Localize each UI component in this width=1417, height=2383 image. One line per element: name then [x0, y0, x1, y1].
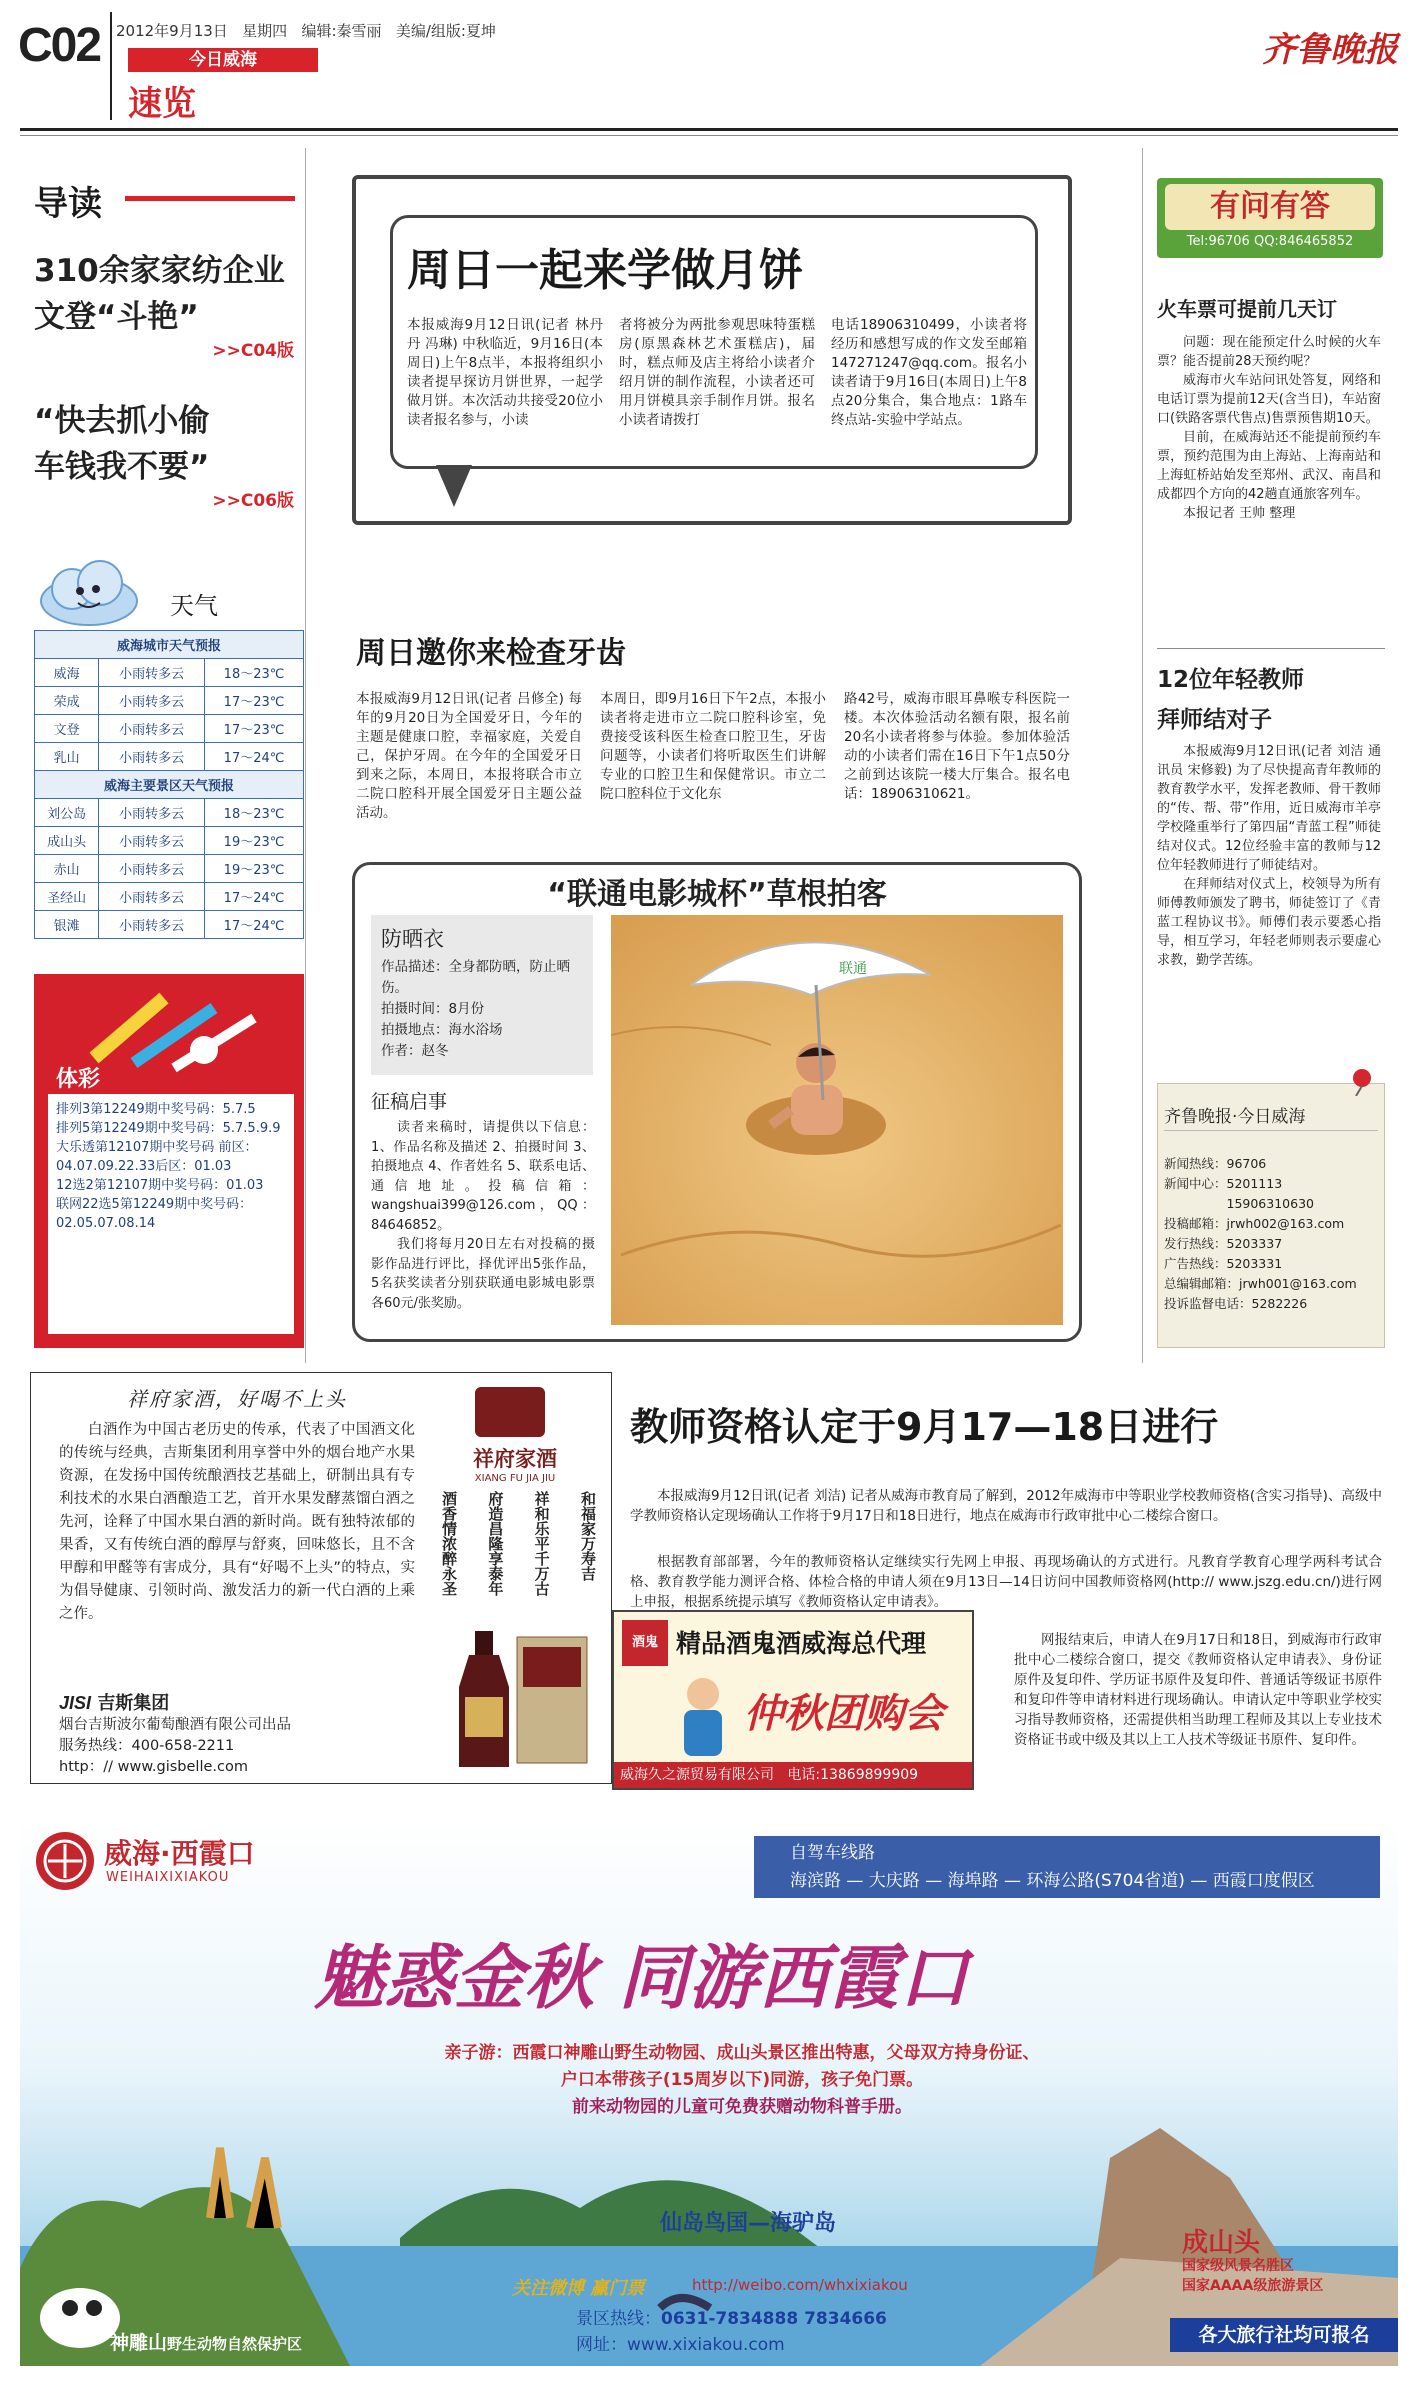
photo-contest-title: “联通电影城杯”草根拍客	[547, 877, 887, 912]
editor-credit: 编辑:秦雪丽	[301, 22, 382, 40]
right-scenic-name: 成山头	[1182, 2228, 1261, 2258]
liquor-banner: 精品酒鬼酒威海总代理	[676, 1629, 927, 1658]
wine-company: 烟台吉斯波尔葡萄酿酒有限公司出品	[59, 1717, 291, 1733]
scenic-forecast-header: 威海主要景区天气预报	[35, 771, 304, 799]
qa-content	[1157, 333, 1381, 523]
notice-p1: 读者来稿时，请提供以下信息：1、作品名称及描述 2、拍摄时间 3、拍摄地点 4、作者姓名 5、联系电话、通信地址。投稿信箱：wangshuai399@126.com，QQ：84646852。	[371, 1120, 595, 1233]
table-row: 威海 小雨转多云 18～23℃	[35, 659, 304, 687]
contact-line: 投稿邮箱：jrwh002@163.com	[1164, 1216, 1345, 1231]
wine-body: 白酒作为中国古老历史的传承，代表了中国酒文化的传统与经典，吉斯集团利用享誉中外的烟台地产水果资源，在发扬中国传统酿酒技艺基础上，研制出具有专利技术的水果白酒酿造工艺，首开水果发酵蒸馏白酒之先河，诠释了中国水果白酒的新时尚。既有独特浓郁的果香，又有传统白酒的醇厚与舒爽，回味悠长，且不含甲醇和甲醛等有害成分，具有“好喝不上头”的特点，实为倡导健康、引领时尚、激发活力的新一代白酒的上乘之作。	[59, 1422, 415, 1622]
wine-advert	[30, 1372, 612, 1784]
photo-time: 拍摄时间：8月份	[381, 1001, 485, 1017]
liquor-footer	[614, 1762, 972, 1788]
cert-p1: 本报威海9月12日讯(记者 刘洁) 记者从威海市教育局了解到，2012年威海市中等职业学校教师资格(含实习指导)、高级中学教师资格认定现场确认工作将于9月17日和18日进行，地点在威海市行政审批中心二楼综合窗口。	[630, 1488, 1382, 1524]
qa-reporter: 本报记者 王帅 整理	[1183, 506, 1296, 521]
right-scenic-desc	[1182, 2256, 1323, 2296]
card-rule	[1164, 1130, 1378, 1131]
photo-author: 作者：赵冬	[381, 1043, 449, 1059]
tour-brand	[30, 1828, 340, 1898]
qa-answer-1: 威海市火车站问讯处答复，网络和电话订票为提前12天(含当日)，车站窗口(铁路客票代售点)售票预售期10天。	[1157, 373, 1381, 426]
lottery-line: 排列5第12249期中奖号码：5.7.5.9.9	[56, 1121, 281, 1136]
lottery-line: 联网22选5第12249期中奖号码：02.05.07.08.14	[56, 1197, 253, 1231]
wine-product-name: 祥府家酒	[473, 1446, 557, 1471]
wine-hotline: 服务热线：400-658-2211	[59, 1738, 235, 1754]
verse-line: 酒香情浓醉永圣	[440, 1491, 458, 1596]
wine-brand: 吉斯集团	[97, 1693, 170, 1714]
page-number: C02	[18, 19, 101, 72]
photo-work-title: 防晒衣	[381, 927, 444, 951]
mooncake-bubble	[390, 215, 1038, 469]
qa-badge	[1157, 178, 1383, 258]
route-box	[754, 1836, 1380, 1898]
xixiakou-logo-icon	[36, 1832, 94, 1890]
lottery-line: 大乐透第12107期中奖号码 前区：04.07.09.22.33后区：01.03	[56, 1140, 258, 1174]
teacher-headline	[1157, 660, 1304, 740]
guide-item-ref: >>C06版	[212, 491, 294, 511]
agency-signup: 各大旅行社均可报名	[1170, 2318, 1398, 2352]
cert-headline: 教师资格认定于9月17—18日进行	[630, 1405, 1219, 1449]
photo-contest-frame	[352, 862, 1082, 1342]
designer-credit: 美编/组版:夏坤	[395, 22, 496, 40]
teeth-col3: 路42号，威海市眼耳鼻喉专科医院一楼。本次体验活动名额有限，报名前20名小读者将参与体验。参加体验活动的小读者们需在16日下午1点50分之前到达该院一楼大厅集合。报名电话：18906310621。	[844, 691, 1070, 802]
left-park-name: 神雕山	[110, 2332, 168, 2354]
liquor-advert	[612, 1610, 974, 1790]
page-header	[0, 0, 1417, 135]
contact-line: 投诉监督电话：5282226	[1164, 1296, 1308, 1311]
contact-line: 发行热线：5203337	[1164, 1236, 1283, 1251]
liquor-big-text: 仲秋团购会	[744, 1691, 944, 1737]
header-divider	[110, 12, 112, 120]
cartoon-figure-icon	[668, 1672, 738, 1760]
notice-title: 征稿启事	[371, 1091, 448, 1113]
section-title: 速览	[128, 84, 196, 124]
teeth-headline: 周日邀你来检查牙齿	[356, 636, 626, 671]
column-divider	[1157, 648, 1385, 649]
tour-site[interactable]: 网址：www.xixiakou.com	[576, 2335, 785, 2355]
wine-brand-row	[59, 1689, 169, 1715]
wine-product-pinyin: XIANG FU JIA JIU	[474, 1473, 556, 1484]
tour-hotline-row	[576, 2304, 887, 2329]
table-row: 赤山 小雨转多云 19～23℃	[35, 855, 304, 883]
temple-logo-icon	[475, 1387, 545, 1437]
qa-answer-2: 目前，在威海站还不能提前预约车票，预约范围为由上海站、上海南站和上海虹桥站始发至郑州、武汉、南昌和成都四个方向的42趟直通旅客列车。	[1157, 430, 1381, 502]
teacher-p1: 本报威海9月12日讯(记者 刘洁 通讯员 宋修毅) 为了尽快提高青年教师的教育教学水平，发挥老教师、骨干教师的“传、帮、带”作用，近日威海市羊亭学校隆重举行了第四届“青蓝工程”师徒结对仪式。12位经验丰富的教师与12位年轻教师进行了师徒结对。	[1157, 744, 1381, 873]
issue-date: 2012年9月13日	[116, 22, 228, 40]
contact-line: 新闻中心：5201113	[1164, 1176, 1283, 1191]
guide-item-ref: >>C04版	[212, 341, 294, 361]
tour-brand-name: 威海·西霞口	[104, 1837, 255, 1870]
pushpin-icon	[1348, 1068, 1376, 1096]
verse-line: 和福家万寿吉	[578, 1491, 597, 1581]
liquor-company: 威海久之源贸易有限公司	[620, 1767, 774, 1783]
guide-item[interactable]	[34, 398, 304, 511]
scenic-level: 国家AAAA级旅游景区	[1182, 2278, 1324, 2294]
liquor-phone: 电话:13869899909	[787, 1767, 919, 1783]
contact-line: 广告热线：5203331	[1164, 1256, 1283, 1271]
cert-lower	[630, 1552, 1382, 1612]
scenic-level: 国家级风景名胜区	[1182, 2258, 1294, 2274]
table-row: 银滩 小雨转多云 17～24℃	[35, 911, 304, 939]
tour-promo	[282, 2040, 1202, 2121]
teacher-body	[1157, 742, 1381, 970]
mooncake-frame	[352, 175, 1072, 525]
header-rule	[20, 128, 1398, 131]
qa-question: 问题：现在能预定什么时候的火车票？能否提前28天预约呢？	[1157, 335, 1381, 369]
wine-verse	[439, 1491, 599, 1611]
photo-place: 拍摄地点：海水浴场	[381, 1022, 503, 1038]
table-row: 刘公岛 小雨转多云 18～23℃	[35, 799, 304, 827]
cert-p2: 根据教育部部署，今年的教师资格认定继续实行先网上申报、再现场确认的方式进行。凡教育学教育心理学两科考试合格、教育教学能力测评合格、体检合格的申请人须在9月13日—14日访问中国教师资格网(http:// www.jszg.edu.cn/)进行网上申报，根据系统提示填写《教师资格认定申请表》。	[630, 1554, 1382, 1610]
contact-line: 15906310630	[1226, 1196, 1314, 1211]
left-park-sub: 野生动物自然保护区	[167, 2335, 303, 2353]
lottery-results	[48, 1094, 294, 1334]
city-forecast-header: 威海城市天气预报	[35, 631, 304, 659]
table-row: 圣经山 小雨转多云 17～24℃	[35, 883, 304, 911]
contact-card-title: 齐鲁晚报·今日威海	[1164, 1107, 1306, 1127]
contact-lines	[1164, 1154, 1380, 1314]
photo-desc: 作品描述：全身都防晒，防止晒伤。	[381, 959, 570, 996]
qa-badge-title: 有问有答	[1165, 184, 1375, 230]
guide-item[interactable]	[34, 248, 304, 361]
table-row: 乳山 小雨转多云 17～24℃	[35, 743, 304, 771]
promo-line: 户口本带孩子(15周岁以下)同游，孩子免门票。	[560, 2070, 924, 2090]
route-text: 海滨路 — 大庆路 — 海埠路 — 环海公路(S704省道) — 西霞口度假区	[790, 1871, 1315, 1891]
guide-item-line: 310余家家纺企业	[34, 253, 285, 289]
left-park-label	[110, 2328, 302, 2355]
cert-col	[1014, 1630, 1382, 1750]
wine-bottle-icon	[447, 1627, 597, 1773]
call-for-submissions	[371, 1087, 595, 1313]
issue-weekday: 星期四	[242, 22, 288, 40]
guide-item-line: “快去抓小偷	[34, 403, 210, 439]
newspaper-logo: 齐鲁晚报	[1262, 30, 1398, 70]
table-row: 成山头 小雨转多云 19～23℃	[35, 827, 304, 855]
teacher-p2: 在拜师结对仪式上，校领导为所有师傅教师颁发了聘书，师徒签订了《青蓝工程协议书》。师傅们表示要悉心指导，相互学习，年轻老师则表示要虚心求教，勤学苦练。	[1157, 877, 1381, 968]
lottery-box	[34, 974, 304, 1348]
wine-company-info	[59, 1715, 291, 1778]
hotline-number: 0631-7834888 7834666	[661, 2309, 887, 2329]
jisi-logo: JISI	[59, 1693, 92, 1713]
cloud-icon	[34, 553, 144, 633]
teeth-col1: 本报威海9月12日讯(记者 吕修全) 每年的9月20日为全国爱牙日，今年的主题是健康口腔，幸福家庭，关爱自己，保护牙周。在今年的全国爱牙日到来之际，本周日，本报将联合市立二院口腔科开展全国爱牙日主题公益活动。	[356, 691, 582, 821]
guide-item-line: 车钱我不要”	[34, 449, 210, 485]
right-column	[1142, 148, 1399, 1363]
lottery-title: 体彩	[56, 1067, 101, 1092]
notice-p2: 我们将每月20日左右对投稿的摄影作品进行评比，择优评出5张作品，5名获奖读者分别获联通电影城电影票各60元/张奖励。	[371, 1237, 595, 1311]
qa-contact: Tel:96706 QQ:846465852	[1186, 234, 1354, 249]
guide-title-bar	[125, 196, 295, 201]
guide-item-line: 文登“斗艳”	[34, 299, 199, 335]
teacher-headline-line: 12位年轻教师	[1157, 667, 1305, 693]
island-label: 仙岛鸟国—海驴岛	[660, 2211, 837, 2236]
verse-line: 府造昌隆享泰年	[486, 1491, 505, 1596]
verse-line: 祥和乐平千万古	[532, 1491, 551, 1596]
table-row: 荣成 小雨转多云 17～23℃	[35, 687, 304, 715]
lottery-line: 排列3第12249期中奖号码：5.7.5	[56, 1102, 256, 1117]
header-meta	[116, 20, 496, 41]
bubble-tail-icon	[436, 465, 472, 507]
cert-p3: 网报结束后，申请人在9月17日和18日，到威海市行政审批中心二楼综合窗口，提交《教师资格认定申请表》、身份证原件及复印件、学历证书原件及复印件、普通话等级证书原件和复印件等申请材料进行现场确认。申请认定中等职业学校实习指导教师资格，还需提供相当助理工程师及其以上专业技术资格证书或中级及其以上工人技术等级证书原件、复印件。	[1014, 1632, 1382, 1748]
beach-photo	[611, 915, 1063, 1325]
mooncake-col1: 本报威海9月12日讯(记者 林丹丹 冯琳) 中秋临近，9月16日(本周日)上午8点半，本报将组织小读者提早探访月饼世界，一起学做月饼。本次活动共接受20位小读者报名参与，小读	[407, 317, 603, 428]
weather-table	[34, 630, 304, 939]
weather-title: 天气	[170, 592, 218, 620]
route-title: 自驾车线路	[790, 1843, 875, 1863]
umbrella-print: 联通	[839, 961, 867, 977]
mooncake-col2: 者将被分为两批参观思味特蛋糕房(原黑森林艺术蛋糕店)，届时，糕点师及店主将给小读者介绍月饼的制作流程，小读者还可用月饼模具亲手制作月饼。报名小读者请拨打	[619, 317, 815, 428]
qa-question-title: 火车票可提前几天订	[1157, 297, 1337, 321]
mooncake-headline: 周日一起来学做月饼	[407, 245, 803, 296]
tour-advert	[20, 1818, 1398, 2366]
contact-line: 新闻热线：96706	[1164, 1156, 1267, 1171]
left-column	[20, 148, 306, 1363]
photo-caption-box	[371, 915, 593, 1075]
teacher-headline-line: 拜师结对子	[1157, 707, 1272, 733]
table-row: 文登 小雨转多云 17～23℃	[35, 715, 304, 743]
promo-line: 亲子游：西霞口神雕山野生动物园、成山头景区推出特惠，父母双方持身份证、	[444, 2043, 1040, 2063]
tour-headline: 魅惑金秋 同游西霞口	[314, 1936, 969, 2019]
weibo-url[interactable]: http://weibo.com/whxixiakou	[692, 2276, 908, 2294]
mooncake-col3: 电话18906310499，小读者将经历和感想写成的作文发至邮箱147271247@qq.com。报名小读者请于9月16日(本周日)上午8点20分集合，集合地点：1路车终点站-实验中学站点。	[831, 317, 1027, 428]
wine-product-panel	[429, 1387, 601, 1773]
tour-brand-en: WEIHAIXIXIAKOU	[106, 1870, 230, 1885]
wine-slogan: 祥府家酒，好喝不上头	[127, 1387, 347, 1411]
teeth-col2: 本周日，即9月16日下午2点，本报小读者将走进市立二院口腔科诊室，免费接受该科医生检查口腔卫生，牙齿问题等，小读者们将听取医生们讲解专业的口腔卫生和保健常识。市立二院口腔科位于文化东	[600, 691, 826, 802]
jiugui-seal: 酒鬼	[622, 1620, 668, 1666]
section-tag: 今日威海	[128, 48, 318, 72]
lottery-line: 12选2第12107期中奖号码：01.03	[56, 1178, 264, 1193]
hotline-label: 景区热线：	[576, 2309, 661, 2329]
promo-line: 前来动物园的儿童可免费获赠动物科普手册。	[572, 2097, 912, 2117]
wine-url: http：// www.gisbelle.com	[59, 1759, 248, 1775]
weibo-promo: 关注微博 赢门票	[512, 2278, 645, 2299]
guide-title: 导读	[34, 184, 102, 224]
header-rule-thin	[20, 135, 1398, 136]
contact-line: 总编辑邮箱：jrwh001@163.com	[1164, 1276, 1357, 1291]
contact-card	[1157, 1083, 1385, 1348]
